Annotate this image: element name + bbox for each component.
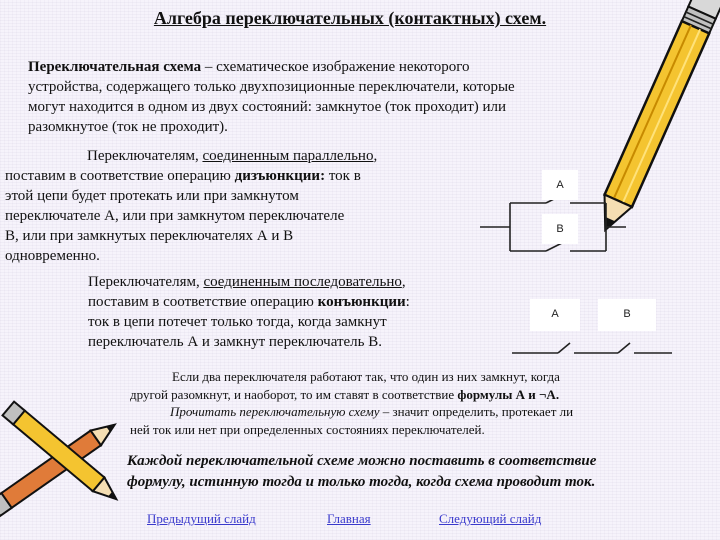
note-line1: Если два переключателя работают так, что один из них замкнут, когда xyxy=(172,369,560,384)
series-line3: ток в цепи потечет только тогда, когда замкнут xyxy=(88,314,387,330)
parallel-line2: поставим в соответствие операцию xyxy=(5,168,235,184)
disjunction-term: дизъюнкции: xyxy=(234,168,326,184)
conclusion-line2: формулу, истинную тогда и только тогда, когда схема проводит ток. xyxy=(127,474,596,490)
series-block xyxy=(88,272,410,352)
parallel-label-b: B xyxy=(542,214,578,244)
definition-line3: могут находится в одном из двух состояний: замкнутое (ток проходит) или xyxy=(28,99,507,115)
definition-line4: разомкнутое (ток не проходит). xyxy=(28,119,228,135)
home-link[interactable]: Главная xyxy=(327,511,371,526)
series-term: соединенным последовательно xyxy=(203,274,402,290)
parallel-line6: одновременно. xyxy=(5,248,100,264)
series-line2-end: : xyxy=(405,294,410,310)
definition-line1: – схематическое изображение некоторого xyxy=(201,59,470,75)
note-read-term: Прочитать переключательную схему xyxy=(170,404,380,419)
parallel-line2-end: ток в xyxy=(325,168,361,184)
parallel-line3: этой цепи будет протекать или при замкнутом xyxy=(5,188,299,204)
definition-term: Переключательная схема xyxy=(28,59,202,75)
parallel-label-a: A xyxy=(542,170,578,200)
page-title: Алгебра переключательных (контактных) схем. xyxy=(153,8,547,28)
note-line2: другой разомкнут, и наоборот, то им ставят в соответствие xyxy=(130,386,458,402)
conclusion-line1: Каждой переключательной схеме можно поставить в соответствие xyxy=(127,453,597,469)
series-label-a: A xyxy=(530,299,580,331)
series-circuit-diagram xyxy=(510,335,675,360)
note-block xyxy=(130,368,573,438)
conjunction-term: конъюнкции xyxy=(317,294,406,310)
parallel-comma: , xyxy=(373,148,378,164)
parallel-term: соединенным параллельно xyxy=(202,148,374,164)
definition-block xyxy=(28,57,515,137)
note-line3: – значит определить, протекает ли xyxy=(379,404,574,419)
series-line2: поставим в соответствие операцию xyxy=(88,294,318,310)
conclusion-block xyxy=(127,451,596,493)
series-lead: Переключателям, xyxy=(88,274,204,290)
note-line4: ней ток или нет при определенных состояниях переключателей. xyxy=(130,421,485,437)
next-slide-link[interactable]: Следующий слайд xyxy=(439,511,542,526)
definition-line2: устройства, содержащего только двухпозиционные переключатели, которые xyxy=(28,79,515,95)
series-label-b: B xyxy=(598,299,656,331)
note-formula: формулы А и ¬А. xyxy=(457,386,560,402)
prev-slide-link[interactable]: Предыдущий слайд xyxy=(147,511,256,526)
parallel-line5: В, или при замкнутых переключателях А и В xyxy=(5,228,294,244)
series-comma: , xyxy=(401,274,406,290)
parallel-line4: переключателе А, или при замкнутом переключателе xyxy=(5,208,345,224)
crossed-pencils-icon xyxy=(0,388,135,538)
parallel-block xyxy=(5,146,377,266)
parallel-lead: Переключателям, xyxy=(87,148,203,164)
series-line4: переключатель А и замкнут переключатель В. xyxy=(88,334,383,350)
